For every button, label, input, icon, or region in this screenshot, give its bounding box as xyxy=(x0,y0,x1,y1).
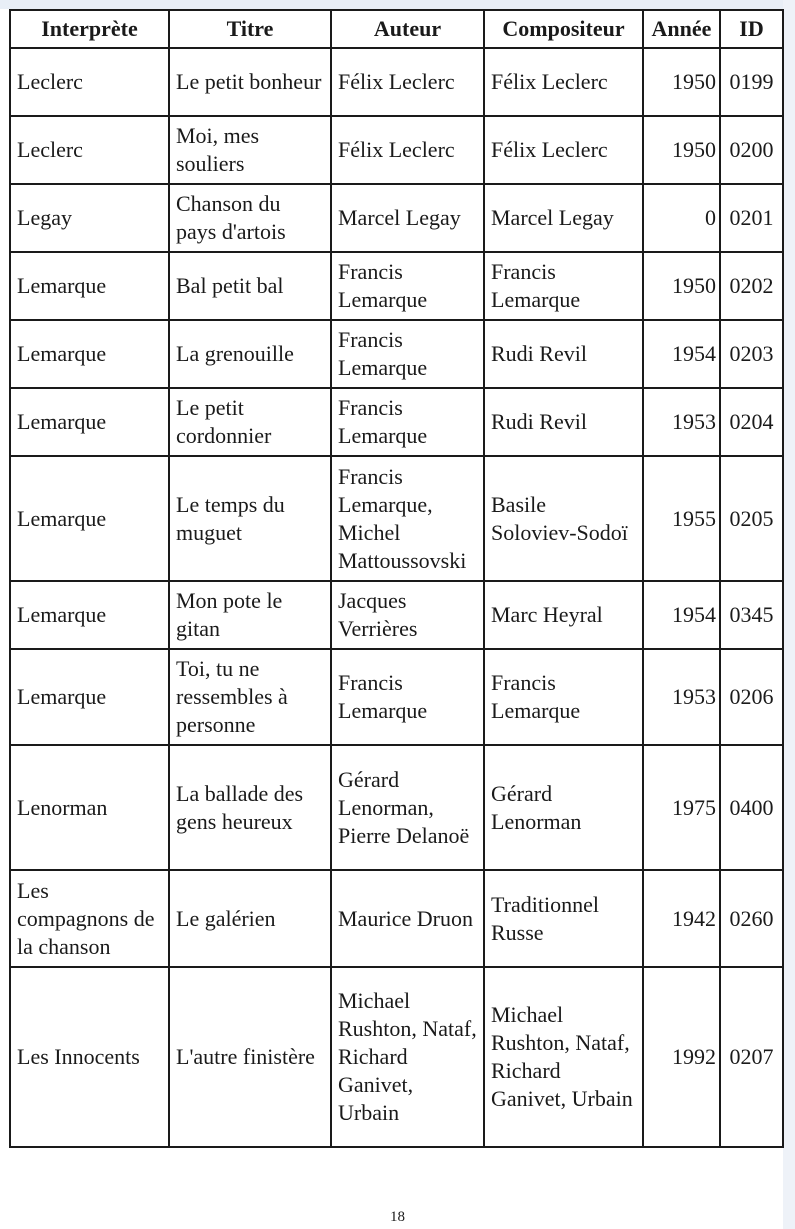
cell-composer: Traditionnel Russe xyxy=(484,870,643,967)
cell-author: Michael Rushton, Nataf, Richard Ganivet, Urbain xyxy=(331,967,484,1147)
cell-title: Toi, tu ne ressembles à personne xyxy=(169,649,331,745)
cell-author: Maurice Druon xyxy=(331,870,484,967)
cell-year: 1942 xyxy=(643,870,720,967)
cell-id: 0199 xyxy=(720,48,783,116)
cell-performer: Lenorman xyxy=(10,745,169,870)
cell-performer: Lemarque xyxy=(10,252,169,320)
cell-performer: Lemarque xyxy=(10,456,169,581)
table-row xyxy=(10,870,783,967)
cell-year: 1953 xyxy=(643,388,720,456)
header-id: ID xyxy=(720,10,783,48)
cell-title: L'autre finistère xyxy=(169,967,331,1147)
table-row xyxy=(10,967,783,1147)
right-margin-strip xyxy=(783,0,795,1229)
header-title: Titre xyxy=(169,10,331,48)
cell-id: 0207 xyxy=(720,967,783,1147)
header-author: Auteur xyxy=(331,10,484,48)
cell-year: 1950 xyxy=(643,252,720,320)
cell-id: 0202 xyxy=(720,252,783,320)
table-row xyxy=(10,649,783,745)
cell-title: Le petit cordonnier xyxy=(169,388,331,456)
table-row xyxy=(10,388,783,456)
cell-title: Moi, mes souliers xyxy=(169,116,331,184)
cell-id: 0205 xyxy=(720,456,783,581)
cell-id: 0204 xyxy=(720,388,783,456)
cell-composer: Marc Heyral xyxy=(484,581,643,649)
cell-title: Le temps du muguet xyxy=(169,456,331,581)
table-row xyxy=(10,456,783,581)
cell-composer: Félix Leclerc xyxy=(484,48,643,116)
cell-title: Le galérien xyxy=(169,870,331,967)
cell-author: Francis Lemarque xyxy=(331,649,484,745)
cell-author: Francis Lemarque, Michel Mattoussovski xyxy=(331,456,484,581)
cell-performer: Legay xyxy=(10,184,169,252)
cell-year: 0 xyxy=(643,184,720,252)
cell-author: Félix Leclerc xyxy=(331,48,484,116)
cell-id: 0345 xyxy=(720,581,783,649)
cell-performer: Les Innocents xyxy=(10,967,169,1147)
table-header-row xyxy=(10,10,783,48)
cell-year: 1992 xyxy=(643,967,720,1147)
song-table xyxy=(9,9,784,1148)
cell-performer: Leclerc xyxy=(10,116,169,184)
cell-year: 1954 xyxy=(643,581,720,649)
header-year: Année xyxy=(643,10,720,48)
cell-performer: Les compagnons de la chanson xyxy=(10,870,169,967)
cell-id: 0200 xyxy=(720,116,783,184)
cell-title: Mon pote le gitan xyxy=(169,581,331,649)
table-row xyxy=(10,116,783,184)
table-row xyxy=(10,184,783,252)
cell-id: 0201 xyxy=(720,184,783,252)
cell-author: Félix Leclerc xyxy=(331,116,484,184)
cell-id: 0400 xyxy=(720,745,783,870)
cell-author: Jacques Verrières xyxy=(331,581,484,649)
cell-performer: Lemarque xyxy=(10,581,169,649)
cell-year: 1953 xyxy=(643,649,720,745)
cell-id: 0203 xyxy=(720,320,783,388)
cell-composer: Gérard Lenorman xyxy=(484,745,643,870)
cell-id: 0206 xyxy=(720,649,783,745)
cell-composer: Rudi Revil xyxy=(484,388,643,456)
cell-composer: Michael Rushton, Nataf, Richard Ganivet, Urbain xyxy=(484,967,643,1147)
cell-composer: Francis Lemarque xyxy=(484,252,643,320)
cell-author: Francis Lemarque xyxy=(331,252,484,320)
cell-title: La grenouille xyxy=(169,320,331,388)
page-number: 18 xyxy=(390,1209,405,1225)
table-row xyxy=(10,320,783,388)
cell-composer: Basile Soloviev-Sodoï xyxy=(484,456,643,581)
cell-title: Chanson du pays d'artois xyxy=(169,184,331,252)
table-row xyxy=(10,252,783,320)
cell-title: Bal petit bal xyxy=(169,252,331,320)
cell-composer: Félix Leclerc xyxy=(484,116,643,184)
cell-year: 1954 xyxy=(643,320,720,388)
cell-year: 1975 xyxy=(643,745,720,870)
table-row xyxy=(10,581,783,649)
cell-composer: Rudi Revil xyxy=(484,320,643,388)
cell-author: Gérard Lenorman, Pierre Delanoë xyxy=(331,745,484,870)
cell-author: Francis Lemarque xyxy=(331,320,484,388)
header-performer: Interprète xyxy=(10,10,169,48)
cell-year: 1955 xyxy=(643,456,720,581)
cell-author: Marcel Legay xyxy=(331,184,484,252)
cell-performer: Leclerc xyxy=(10,48,169,116)
cell-performer: Lemarque xyxy=(10,388,169,456)
top-margin-strip xyxy=(0,0,795,9)
cell-id: 0260 xyxy=(720,870,783,967)
cell-performer: Lemarque xyxy=(10,649,169,745)
cell-title: La ballade des gens heureux xyxy=(169,745,331,870)
table-row xyxy=(10,745,783,870)
cell-performer: Lemarque xyxy=(10,320,169,388)
cell-title: Le petit bonheur xyxy=(169,48,331,116)
table-row xyxy=(10,48,783,116)
cell-author: Francis Lemarque xyxy=(331,388,484,456)
cell-composer: Marcel Legay xyxy=(484,184,643,252)
cell-composer: Francis Lemarque xyxy=(484,649,643,745)
cell-year: 1950 xyxy=(643,48,720,116)
cell-year: 1950 xyxy=(643,116,720,184)
header-composer: Compositeur xyxy=(484,10,643,48)
